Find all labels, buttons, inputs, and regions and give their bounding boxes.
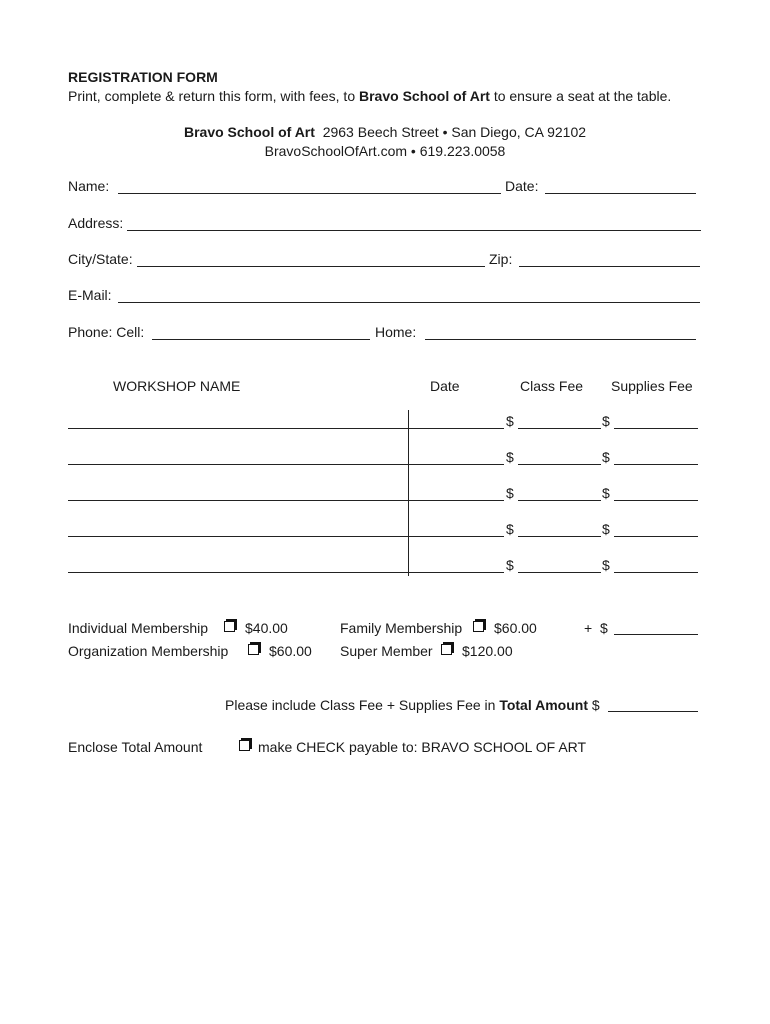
supplies-fee-underline — [614, 464, 698, 465]
intro-after: to ensure a seat at the table. — [489, 88, 672, 104]
workshop-date-input[interactable] — [412, 555, 502, 571]
individual-membership-fee: $40.00 — [245, 620, 288, 636]
workshop-row-line — [68, 500, 504, 501]
home-phone-label: Home: — [375, 324, 417, 340]
total-currency: $ — [591, 697, 600, 713]
class-fee-underline — [518, 500, 601, 501]
membership-amount-input[interactable] — [614, 618, 697, 634]
zip-label: Zip: — [489, 251, 513, 267]
total-amount-underline — [608, 711, 698, 712]
total-before: Please include Class Fee + Supplies Fee in — [225, 697, 500, 713]
date-label: Date: — [505, 178, 539, 194]
organization-membership-label: Organization Membership — [68, 643, 229, 659]
individual-membership-checkbox[interactable] — [224, 621, 235, 632]
class-fee-input[interactable] — [518, 555, 600, 571]
school-contact: BravoSchoolOfArt.com • 619.223.0058 — [264, 143, 506, 159]
check-payable-text: make CHECK payable to: BRAVO SCHOOL OF ART — [258, 739, 587, 755]
workshop-row-line — [68, 464, 504, 465]
supplies-fee-input[interactable] — [614, 555, 697, 571]
workshop-name-input[interactable] — [68, 483, 406, 499]
supplies-fee-underline — [614, 572, 698, 573]
supplies-fee-currency: $ — [602, 413, 610, 429]
workshop-name-input[interactable] — [68, 447, 406, 463]
individual-membership-label: Individual Membership — [68, 620, 209, 636]
supplies-fee-input[interactable] — [614, 447, 697, 463]
class-fee-underline — [518, 536, 601, 537]
total-amount-text — [225, 697, 600, 713]
header-workshop-name: WORKSHOP NAME — [113, 378, 241, 394]
intro-text — [68, 88, 671, 104]
supplies-fee-underline — [614, 500, 698, 501]
zip-input[interactable] — [519, 250, 699, 266]
address-label: Address: — [68, 215, 124, 231]
class-fee-input[interactable] — [518, 519, 600, 535]
name-input[interactable] — [118, 177, 500, 193]
name-label: Name: — [68, 178, 110, 194]
city-input[interactable] — [137, 250, 484, 266]
date-underline — [545, 193, 696, 194]
class-fee-input[interactable] — [518, 483, 600, 499]
membership-amount-underline — [614, 634, 698, 635]
intro-before: Print, complete & return this form, with fees, to — [68, 88, 359, 104]
workshop-date-input[interactable] — [412, 447, 502, 463]
date-input[interactable] — [545, 177, 695, 193]
supplies-fee-input[interactable] — [614, 519, 697, 535]
workshop-row-line — [68, 572, 504, 573]
supplies-fee-currency: $ — [602, 557, 610, 573]
city-label: City/State: — [68, 251, 133, 267]
workshop-date-input[interactable] — [412, 483, 502, 499]
workshop-date-input[interactable] — [412, 411, 502, 427]
class-fee-currency: $ — [506, 521, 514, 537]
home-phone-underline — [425, 339, 696, 340]
check-payment-checkbox[interactable] — [239, 740, 250, 751]
organization-membership-fee: $60.00 — [269, 643, 312, 659]
class-fee-input[interactable] — [518, 447, 600, 463]
class-fee-input[interactable] — [518, 411, 600, 427]
supplies-fee-underline — [614, 536, 698, 537]
class-fee-currency: $ — [506, 449, 514, 465]
city-underline — [137, 266, 485, 267]
name-underline — [118, 193, 501, 194]
class-fee-currency: $ — [506, 485, 514, 501]
form-title: REGISTRATION FORM — [68, 69, 218, 85]
table-divider — [408, 410, 409, 576]
phone-cell-label: Phone: Cell: — [68, 324, 145, 340]
class-fee-underline — [518, 464, 601, 465]
workshop-date-input[interactable] — [412, 519, 502, 535]
family-membership-label: Family Membership — [340, 620, 463, 636]
supplies-fee-currency: $ — [602, 485, 610, 501]
class-fee-underline — [518, 428, 601, 429]
cell-phone-underline — [152, 339, 370, 340]
email-underline — [118, 302, 700, 303]
supplies-fee-input[interactable] — [614, 483, 697, 499]
school-name: Bravo School of Art — [183, 124, 315, 140]
school-address-line — [0, 124, 770, 140]
address-input[interactable] — [127, 214, 700, 230]
super-member-label: Super Member — [340, 643, 433, 659]
super-member-checkbox[interactable] — [441, 644, 452, 655]
header-class-fee: Class Fee — [520, 378, 584, 394]
supplies-fee-input[interactable] — [614, 411, 697, 427]
total-amount-label: Total Amount — [499, 697, 588, 713]
enclose-total-label: Enclose Total Amount — [68, 739, 203, 755]
family-membership-fee: $60.00 — [494, 620, 537, 636]
header-supplies-fee: Supplies Fee — [611, 378, 693, 394]
organization-membership-checkbox[interactable] — [248, 644, 259, 655]
workshop-row-line — [68, 428, 504, 429]
class-fee-underline — [518, 572, 601, 573]
super-member-fee: $120.00 — [462, 643, 513, 659]
header-date: Date — [430, 378, 460, 394]
membership-plus-sign: + — [584, 620, 593, 636]
cell-phone-input[interactable] — [152, 323, 369, 339]
home-phone-input[interactable] — [425, 323, 695, 339]
school-address: 2963 Beech Street • San Diego, CA 92102 — [322, 124, 587, 140]
membership-currency: $ — [600, 620, 608, 636]
workshop-name-input[interactable] — [68, 411, 406, 427]
address-underline — [127, 230, 701, 231]
email-input[interactable] — [118, 286, 699, 302]
zip-underline — [519, 266, 700, 267]
family-membership-checkbox[interactable] — [473, 621, 484, 632]
supplies-fee-currency: $ — [602, 449, 610, 465]
class-fee-currency: $ — [506, 413, 514, 429]
intro-school-name: Bravo School of Art — [359, 88, 490, 104]
class-fee-currency: $ — [506, 557, 514, 573]
supplies-fee-currency: $ — [602, 521, 610, 537]
workshop-name-input[interactable] — [68, 555, 406, 571]
workshop-name-input[interactable] — [68, 519, 406, 535]
total-amount-input[interactable] — [608, 695, 697, 711]
email-label: E-Mail: — [68, 287, 112, 303]
workshop-row-line — [68, 536, 504, 537]
supplies-fee-underline — [614, 428, 698, 429]
